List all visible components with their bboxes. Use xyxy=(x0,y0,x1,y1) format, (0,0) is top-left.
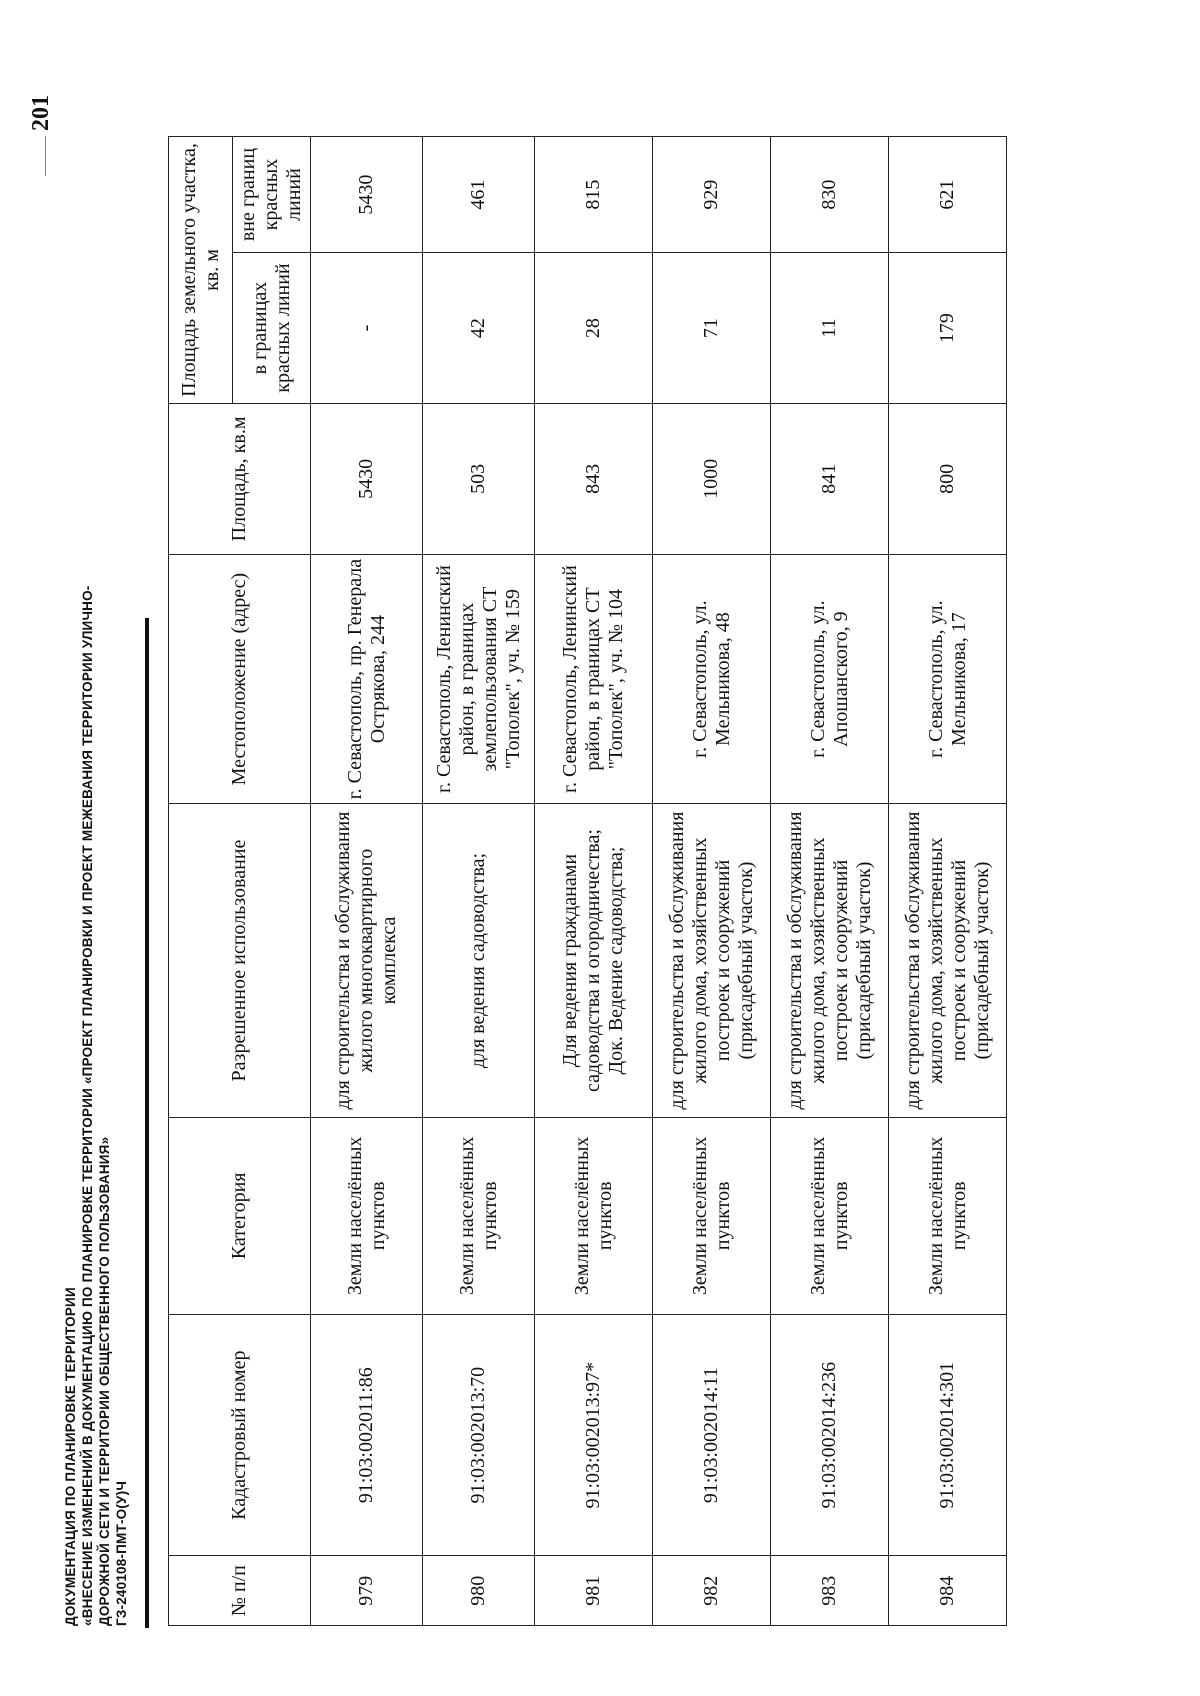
cell-num: 982 xyxy=(653,1556,771,1626)
cell-location: г. Севастополь, Ленинский район, в границах землепользования СТ "Тополек", уч. № 159 xyxy=(423,554,535,804)
cell-category: Земли населённых пунктов xyxy=(311,1117,423,1314)
cell-inside: 71 xyxy=(653,253,771,404)
cell-cadastral: 91:03:002013:70 xyxy=(423,1314,535,1555)
cell-cadastral: 91:03:002014:236 xyxy=(771,1314,889,1555)
cell-inside: - xyxy=(311,253,423,404)
header-cadastral: Кадастровый номер xyxy=(169,1314,311,1555)
cell-inside: 42 xyxy=(423,253,535,404)
cell-outside: 830 xyxy=(771,137,889,253)
cell-cadastral: 91:03:002011:86 xyxy=(311,1314,423,1555)
land-plots-table xyxy=(168,136,1007,1626)
header-usage: Разрешенное использование xyxy=(169,804,311,1117)
cell-inside: 11 xyxy=(771,253,889,404)
cell-outside: 815 xyxy=(535,137,653,253)
table-row xyxy=(653,137,771,1626)
table-row xyxy=(423,137,535,1626)
cell-location: г. Севастополь, ул. Мельникова, 17 xyxy=(889,554,1007,804)
cell-num: 979 xyxy=(311,1556,423,1626)
header-category: Категория xyxy=(169,1117,311,1314)
cell-location: г. Севастополь, ул. Мельникова, 48 xyxy=(653,554,771,804)
cell-location: г. Севастополь, пр. Генерала Острякова, 244 xyxy=(311,554,423,804)
cell-inside: 28 xyxy=(535,253,653,404)
cell-cadastral: 91:03:002014:301 xyxy=(889,1314,1007,1555)
cell-category: Земли населённых пунктов xyxy=(423,1117,535,1314)
cell-cadastral: 91:03:002013:97* xyxy=(535,1314,653,1555)
cell-area: 841 xyxy=(771,403,889,554)
header-outside-red-lines: вне границ красных линий xyxy=(233,137,311,253)
cell-usage: для ведения садоводства; xyxy=(423,804,535,1117)
cell-category: Земли населённых пунктов xyxy=(653,1117,771,1314)
cell-category: Земли населённых пунктов xyxy=(889,1117,1007,1314)
header-line: ДОРОЖНОЙ СЕТИ И ТЕРРИТОРИИ ОБЩЕСТВЕННОГО ПОЛЬЗОВАНИЯ» xyxy=(97,1136,112,1626)
cell-area: 503 xyxy=(423,403,535,554)
cell-inside: 179 xyxy=(889,253,1007,404)
table-row xyxy=(889,137,1007,1626)
table-row xyxy=(771,137,889,1626)
cell-outside: 621 xyxy=(889,137,1007,253)
cell-num: 984 xyxy=(889,1556,1007,1626)
header-divider xyxy=(145,618,149,1628)
table-row xyxy=(535,137,653,1626)
cell-num: 983 xyxy=(771,1556,889,1626)
header-inside-red-lines: в границах красных линий xyxy=(233,253,311,404)
cell-usage: для строительства и обслуживания жилого дома, хозяйственных построек и сооружений (присадебный участок) xyxy=(653,804,771,1117)
header-line: ДОКУМЕНТАЦИЯ ПО ПЛАНИРОВКЕ ТЕРРИТОРИИ xyxy=(63,1287,78,1626)
cell-usage: для строительства и обслуживания жилого дома, хозяйственных построек и сооружений (присадебный участок) xyxy=(889,804,1007,1117)
cell-usage: для строительства и обслуживания жилого дома, хозяйственных построек и сооружений (присадебный участок) xyxy=(771,804,889,1117)
scan-mark xyxy=(45,136,46,176)
header-line: «ВНЕСЕНИЕ ИЗМЕНЕНИЙ В ДОКУМЕНТАЦИЮ ПО ПЛАНИРОВКЕ ТЕРРИТОРИИ «ПРОЕКТ ПЛАНИРОВКИ И ПРОЕКТ МЕЖЕВАНИЯ ТЕРРИТОРИИ УЛИЧНО- xyxy=(80,585,95,1626)
cell-num: 980 xyxy=(423,1556,535,1626)
cell-area: 5430 xyxy=(311,403,423,554)
cell-outside: 461 xyxy=(423,137,535,253)
document-header xyxy=(62,585,130,1626)
cell-area: 843 xyxy=(535,403,653,554)
cell-cadastral: 91:03:002014:11 xyxy=(653,1314,771,1555)
cell-outside: 929 xyxy=(653,137,771,253)
table-row xyxy=(311,137,423,1626)
header-line: ГЗ-240108-ПМТ-О(У)Ч xyxy=(114,1480,129,1626)
cell-outside: 5430 xyxy=(311,137,423,253)
cell-usage: Для ведения гражданами садоводства и огородничества; Док. Ведение садоводства; xyxy=(535,804,653,1117)
cell-usage: для строительства и обслуживания жилого многоквартирного комплекса xyxy=(311,804,423,1117)
header-location: Местоположение (адрес) xyxy=(169,554,311,804)
cell-location: г. Севастополь, Ленинский район, в границах СТ "Тополек", уч. № 104 xyxy=(535,554,653,804)
cell-area: 800 xyxy=(889,403,1007,554)
cell-num: 981 xyxy=(535,1556,653,1626)
header-area: Площадь, кв.м xyxy=(169,403,311,554)
cell-location: г. Севастополь, ул. Апошанского, 9 xyxy=(771,554,889,804)
cell-category: Земли населённых пунктов xyxy=(535,1117,653,1314)
cell-area: 1000 xyxy=(653,403,771,554)
page-number: 201 xyxy=(28,95,54,131)
header-num: № п/п xyxy=(169,1556,311,1626)
header-land-area: Площадь земельного участка, кв. м xyxy=(169,137,233,404)
cell-category: Земли населённых пунктов xyxy=(771,1117,889,1314)
